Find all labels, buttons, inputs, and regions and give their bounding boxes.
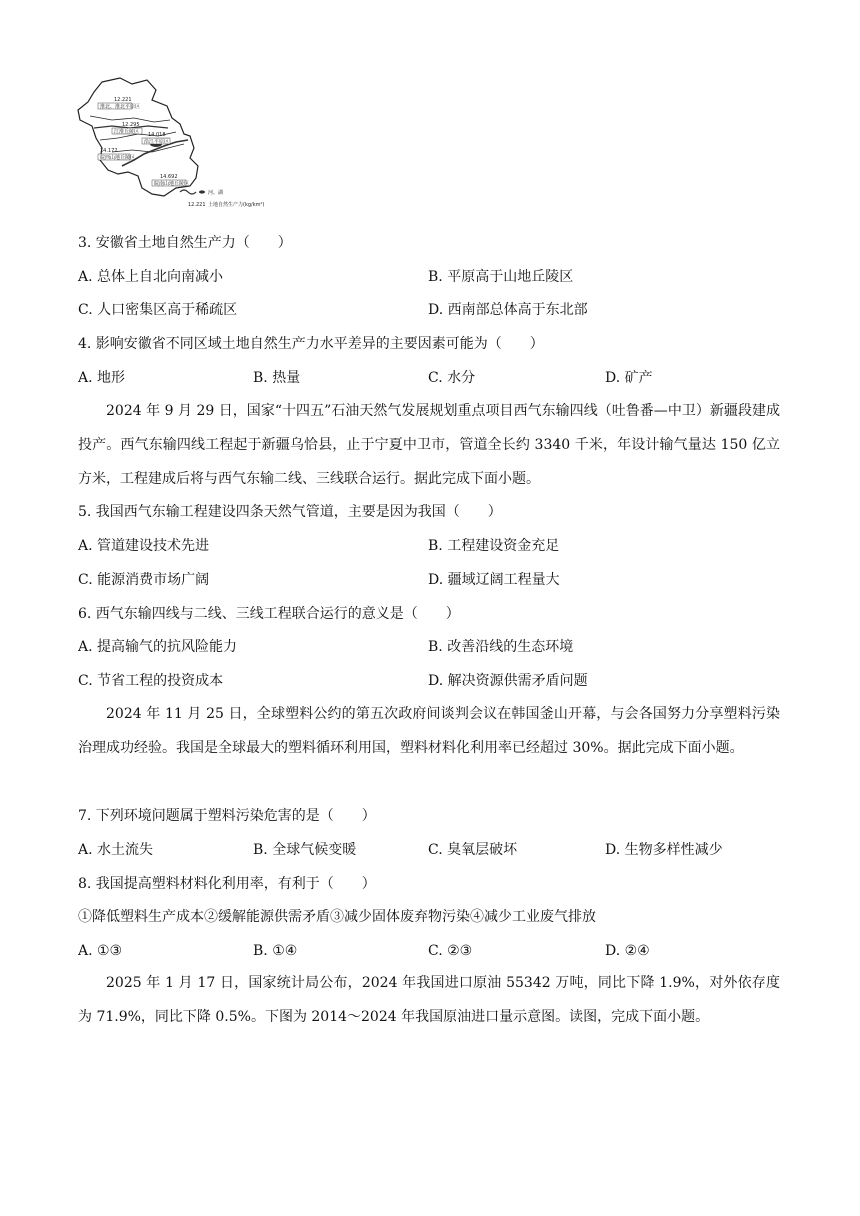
question-7-option-c[interactable]: C. 臭氧层破坏 [428, 842, 518, 858]
question-5-stem: 5. 我国西气东输工程建设四条天然气管道，主要是因为我国（ ） [78, 504, 502, 520]
region-value: 12.221 [114, 97, 132, 103]
question-7-option-a[interactable]: A. 水土流失 [78, 842, 154, 858]
question-5-option-b[interactable]: B. 工程建设资金充足 [428, 538, 560, 554]
region-name: 沿江平原区 [144, 139, 170, 145]
question-3-option-b[interactable]: B. 平原高于山地丘陵区 [428, 269, 574, 285]
province-outline [78, 78, 198, 196]
question-4-stem: 4. 影响安徽省不同区域土地自然生产力水平差异的主要因素可能为（ ） [78, 336, 544, 352]
question-6-option-a[interactable]: A. 提高输气的抗风险能力 [78, 639, 238, 655]
question-3-stem: 3. 安徽省土地自然生产力（ ） [78, 235, 292, 251]
question-8-option-b[interactable]: B. ①④ [253, 943, 298, 959]
region-name: 皖南山地丘陵区 [154, 181, 190, 187]
region-name: 皖西山地丘陵区 [100, 155, 136, 161]
passage-crude-oil: 2025 年 1 月 17 日，国家统计局公布，2024 年我国进口原油 55342 万吨，同比下降 1.9%，对外依存度为 71.9%，同比下降 0.5%。下图为 2014～2024 年我国原油进口量示意图。读图，完成下面小题。 [78, 975, 780, 1025]
map-graphic [72, 70, 282, 215]
question-7-option-b[interactable]: B. 全球气候变暖 [253, 842, 357, 858]
question-6-option-b[interactable]: B. 改善沿线的生态环境 [428, 639, 574, 655]
legend-value: 12.221 [188, 202, 206, 208]
region-name: 淮北、淮北平原区 [100, 104, 141, 110]
question-8-option-d[interactable]: D. ②④ [605, 943, 650, 959]
question-4-option-b[interactable]: B. 热量 [253, 370, 301, 386]
question-6-option-c[interactable]: C. 节省工程的投资成本 [78, 673, 224, 689]
region-value: 14.172 [100, 148, 118, 154]
question-3-option-d[interactable]: D. 西南部总体高于东北部 [428, 302, 588, 318]
question-8-stem: 8. 我国提高塑料材料化利用率，有利于（ ） [78, 876, 376, 892]
question-3-option-a[interactable]: A. 总体上自北向南减小 [78, 269, 224, 285]
region-name: 江淮丘陵区 [114, 129, 140, 135]
legend-river-icon [180, 190, 196, 194]
question-8-option-c[interactable]: C. ②③ [428, 943, 473, 959]
question-6-stem: 6. 西气东输四线与二线、三线工程联合运行的意义是（ ） [78, 606, 460, 622]
question-3-option-c[interactable]: C. 人口密集区高于稀疏区 [78, 302, 238, 318]
anhui-productivity-map [72, 70, 282, 215]
region-value: 12.295 [122, 122, 140, 128]
legend-river-label: 河、湖 [208, 190, 224, 196]
legend-text: 土地自然生产力(kg/km²) [208, 202, 265, 208]
question-7-stem: 7. 下列环境问题属于塑料污染危害的是（ ） [78, 808, 376, 824]
question-7-option-d[interactable]: D. 生物多样性减少 [605, 842, 723, 858]
region-value: 14.692 [160, 174, 178, 180]
question-4-option-c[interactable]: C. 水分 [428, 370, 476, 386]
question-4-option-a[interactable]: A. 地形 [78, 370, 126, 386]
question-8-statement: ①降低塑料生产成本②缓解能源供需矛盾③减少固体废弃物污染④减少工业废气排放 [78, 909, 596, 925]
question-5-option-a[interactable]: A. 管道建设技术先进 [78, 538, 210, 554]
question-5-option-c[interactable]: C. 能源消费市场广阔 [78, 572, 210, 588]
question-8-option-a[interactable]: A. ①③ [78, 943, 123, 959]
region-value: 14.018 [148, 132, 166, 138]
legend-lake-icon [199, 190, 205, 193]
passage-plastics: 2024 年 11 月 25 日，全球塑料公约的第五次政府间谈判会议在韩国釜山开幕，与会各国努力分享塑料污染治理成功经验。我国是全球最大的塑料循环利用国，塑料材料化利用率已经超过 30%。据此完成下面小题。 [78, 706, 780, 756]
question-5-option-d[interactable]: D. 疆域辽阔工程量大 [428, 572, 560, 588]
question-6-option-d[interactable]: D. 解决资源供需矛盾问题 [428, 673, 588, 689]
passage-gas-pipeline: 2024 年 9 月 29 日，国家“十四五”石油天然气发展规划重点项目西气东输四线（吐鲁番—中卫）新疆段建成投产。西气东输四线工程起于新疆乌恰县，止于宁夏中卫市，管道全长约 3340 千米，年设计输气量达 150 亿立方米，工程建成后将与西气东输二线、三线联合运行。据此完成下面小题。 [78, 403, 780, 487]
question-4-option-d[interactable]: D. 矿产 [605, 370, 653, 386]
